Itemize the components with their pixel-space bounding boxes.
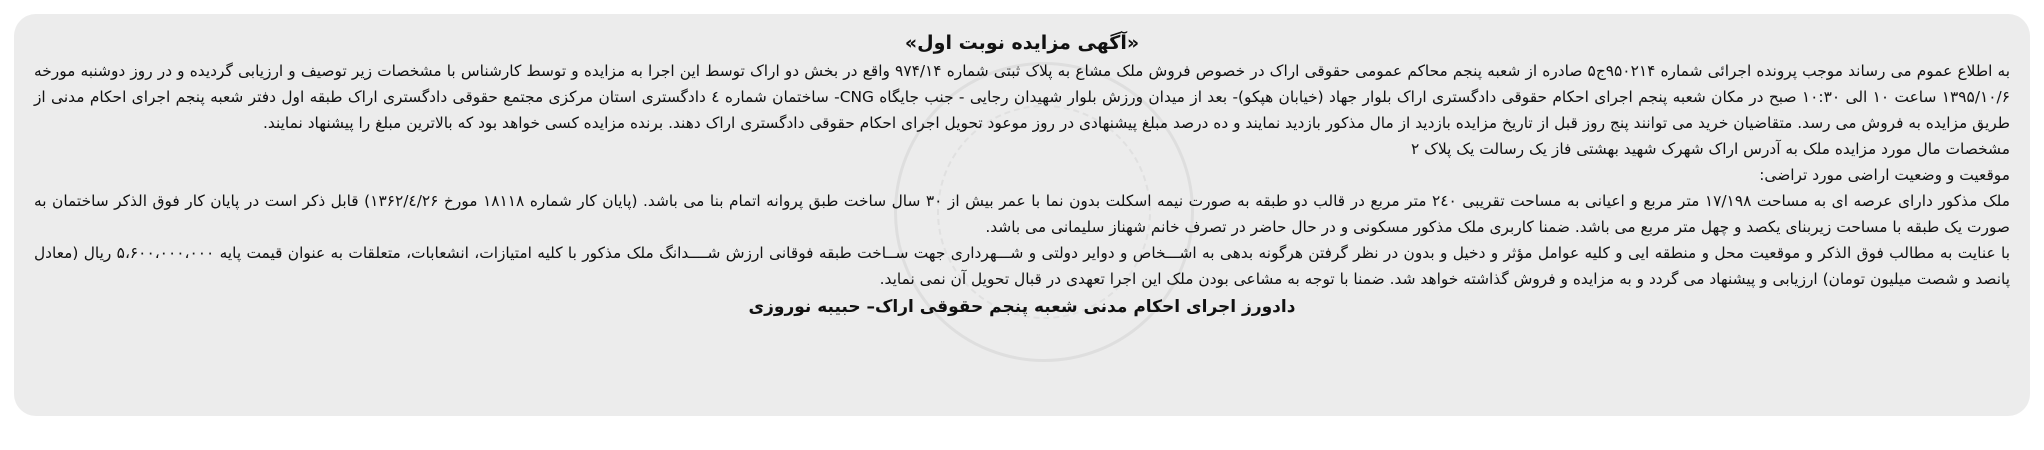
notice-paragraph-valuation: با عنایت به مطالب فوق الذکر و موقعیت محل و منطقه ایی و کلیه عوامل مؤثر و دخیل و بدون در نظر گرفتن هرگونه بدهی به اشـــخاص و دوایر دولتی و شـــهرداری جهت ســاخت طبقه فوقانی ارزش شــــدانگ ملک مذکور با کلیه امتیازات، انشعابات، متعلقات به عنوان قیمت پایه ۵،۶۰۰،۰۰۰،۰۰۰ ریال (معادل پانصد و شصت میلیون تومان) ارزیابی و پیشنهاد می گردد و به مزایده و فروش گذاشته خواهد شد. ضمنا با توجه به مشاعی بودن ملک این اجرا تعهدی در قبال تحویل آن نمی نماید.: [34, 244, 2010, 288]
auction-notice-card: [14, 14, 2030, 416]
notice-paragraph-property-address: مشخصات مال مورد مزایده ملک به آدرس اراک شهرک شهید بهشتی فاز یک رسالت یک پلاک ۲: [1411, 140, 2010, 158]
notice-paragraph-property-description: ملک مذکور دارای عرصه ای به مساحت ۱۷/۱۹۸ متر مربع و اعیانی به مساحت تقریبی ۲٤۰ متر مربع در قالب دو طبقه به صورت نیمه اسکلت بدون نما با عمر بیش از ۳۰ سال ساخت طبق پروانه اتمام بنا می باشد. (پایان کار شماره ۱۸۱۱۸ مورخ ۱۳۶۲/٤/۲۶) قابل ذکر است در پایان کار فوق الذکر ساختمان به صورت یک طبقه با مساحت زیربنای یکصد و چهل متر مربع می باشد. ضمنا کاربری ملک مذکور مسکونی و در حال حاضر در تصرف خانم شهناز سلیمانی می باشد.: [34, 192, 2010, 236]
notice-title: «آگهی مزایده نوبت اول»: [904, 32, 1140, 54]
notice-paragraph-land-status-heading: موقعیت و وضعیت اراضی مورد تراضی:: [1759, 166, 2010, 184]
notice-signature: دادورز اجرای احکام مدنی شعبه پنجم حقوقی اراک– حبیبه نوروزی: [748, 297, 1296, 317]
notice-paragraph-intro: به اطلاع عموم می رساند موجب پرونده اجرائی شماره ۹۵۰۲۱۴ج۵ صادره از شعبه پنجم محاکم عمومی حقوقی اراک در خصوص فروش ملک مشاع به پلاک ثبتی شماره ۹۷۴/۱۴ واقع در بخش دو اراک توسط این اجرا به مزایده و توسط کارشناس با مشخصات زیر توصیف و ارزیابی گردیده و در روز دوشنبه مورخه ۱۳۹۵/۱۰/۶ ساعت ۱۰ الی ۱۰:۳۰ صبح در مکان شعبه پنجم اجرای احکام حقوقی دادگستری اراک بلوار جهاد (خیابان هپکو)- بعد از میدان ورزش بلوار شهیدان رجایی - جنب جایگاه CNG- ساختمان شماره ٤ دادگستری استان مرکزی مجتمع حقوقی دادگستری اراک طبقه اول دفتر شعبه پنجم اجرای احکام مدنی از طریق مزایده به فروش می رسد. متقاضیان خرید می توانند پنج روز قبل از تاریخ مزایده بازدید از مال مذکور بازدید نمایند و ده درصد مبلغ پیشنهادی در روز موعود تحویل اجرای احکام حقوقی دادگستری اراک دهند. برنده مزایده کسی خواهد بود که بالاترین مبلغ را پیشنهاد نمایند.: [34, 62, 2011, 132]
